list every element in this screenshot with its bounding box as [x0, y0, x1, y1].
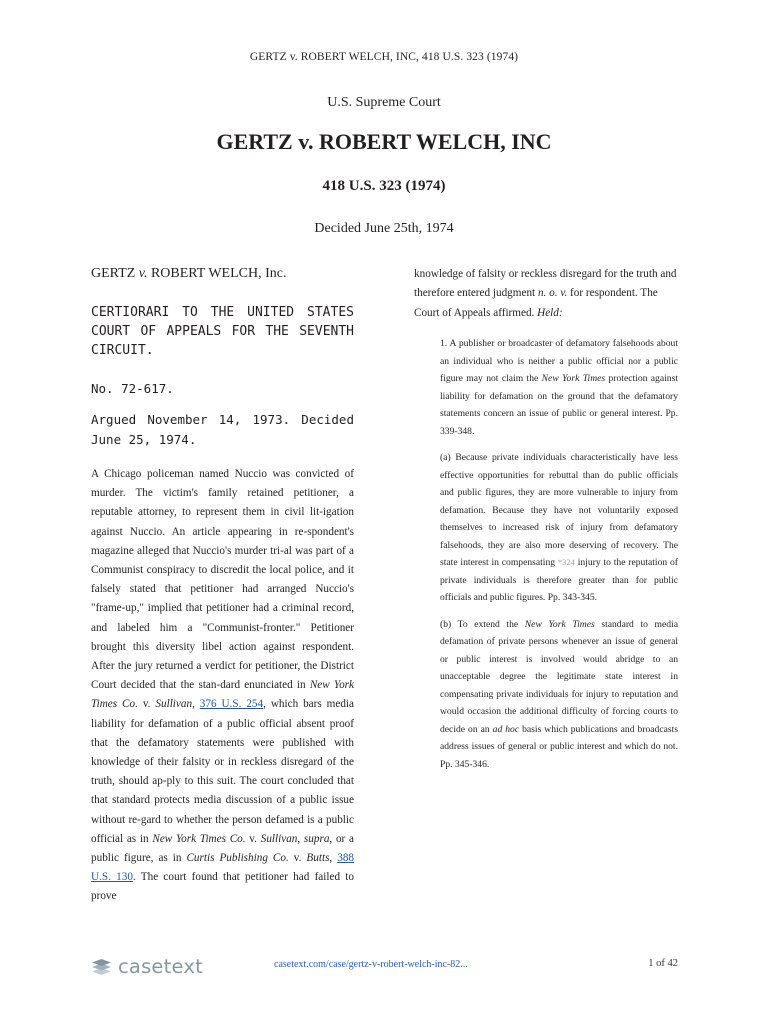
- italic-text: New York Times Co.: [91, 679, 354, 711]
- right-column: [414, 265, 678, 782]
- held-paragraph: (a) Because private individuals characteristically have less effective opportunities for rebuttal than do public officials and public figures, they are more vulnerable to injury from defamation. Because they have not voluntarily exposed themselves to increased risk of injury from defamatory falsehoods, they are also more deserving of recovery. The state interest in compensating *324 injury to the reputation of private individuals is therefore greater than for public officials and public figures. Pp. 343-345.: [440, 452, 678, 604]
- held-paragraph: 1. A publisher or broadcaster of defamatory falsehoods about an individual who is neither a public official nor a public figure may not claim the New York Times protection against liability for defamation on the ground that the defamatory statements concern an issue of public or general interest. Pp. 339-348.: [440, 338, 678, 437]
- casetext-logo[interactable]: [91, 954, 203, 978]
- citation-link-388-us-130[interactable]: 388 U.S. 130: [91, 852, 354, 884]
- italic-text: Butts: [306, 852, 330, 865]
- italic-text: Sullivan: [155, 698, 193, 711]
- certiorari-heading: CERTIORARI TO THE UNITED STATES COURT OF APPEALS FOR THE SEVENTH CIRCUIT.: [91, 305, 354, 358]
- stacked-layers-icon: [91, 957, 112, 976]
- syllabus-text: A Chicago policeman named Nuccio was convicted of murder. The victim's family retained petitioner, a reputable attorney, to represent them in civil lit-igation against Nuccio. An article appearing in re-spondent's magazine alleged that Nuccio's murder tri-al was part of a Communist conspiracy to discredit the local police, and it falsely stated that petitioner had arranged Nuccio's "frame-up," implied that petitioner had a criminal record, and labeled him a "Communist-fronter." Petitioner brought this diversity libel action against respondent. After the jury returned a verdict for petitioner, the District Court decided that the stan-dard enunciated in New York Times Co. v. Sullivan, 376 U.S. 254, which bars media liability for defamation of a public official absent proof that the defamatory statements were published with knowledge of their falsity or in reckless disregard of the truth, should ap-ply to this suit. The court concluded that that standard protects media discussion of a public issue without re-gard to whether the person defamed is a public official as in New York Times Co. v. Sullivan, supra, or a public figure, as in Curtis Publishing Co. v. Butts, 388 U.S. 130. The court found that petitioner had failed to prove: [91, 468, 354, 903]
- argued-decided-line: Argued November 14, 1973. Decided June 25, 1974.: [91, 412, 354, 447]
- left-column: [91, 264, 354, 907]
- docket-number: No. 72-617.: [91, 381, 174, 396]
- italic-text: Curtis Publishing Co.: [186, 852, 289, 865]
- italic-text: New York Times Co.: [152, 832, 246, 845]
- held-paragraph: (b) To extend the New York Times standard to media defamation of private persons whenever an issue of general or public interest is involved would abridge to an unacceptable degree the legitimate state interest in compensating private individuals for injury to reputation and would occasion the additional difficulty of forcing courts to decide on an ad hoc basis which publications and broadcasts address issues of general or public interest and which do not. Pp. 345-346.: [440, 618, 678, 770]
- held-section: [440, 335, 678, 773]
- source-url-link[interactable]: casetext.com/case/gertz-v-robert-welch-inc-82...: [274, 959, 468, 970]
- running-head: GERTZ v. ROBERT WELCH, INC, 418 U.S. 323 (1974): [249, 51, 519, 63]
- italic-text: v.: [138, 266, 148, 281]
- italic-text: n. o. v.: [537, 287, 568, 300]
- logo-wordmark: casetext: [118, 954, 203, 978]
- italic-text: New York Times: [524, 618, 595, 630]
- decided-date: Decided June 25th, 1974: [314, 221, 454, 236]
- italic-text: Sullivan, supra: [260, 832, 330, 845]
- court-name: U.S. Supreme Court: [327, 95, 441, 110]
- case-subtitle: GERTZ v. ROBERT WELCH, Inc.: [91, 266, 287, 281]
- page-number: 1 of 42: [648, 958, 678, 969]
- syllabus-continuation: knowledge of falsity or reckless disregard for the truth and therefore entered judgment n. o. v. for respondent. The Court of Appeals affirmed. Held:: [414, 268, 677, 319]
- italic-text: Held:: [537, 306, 563, 319]
- italic-text: ad hoc: [492, 723, 520, 735]
- case-title: GERTZ v. ROBERT WELCH, INC: [216, 129, 552, 154]
- citation-link-376-us-254[interactable]: 376 U.S. 254: [199, 698, 264, 711]
- star-page-marker: *324: [557, 557, 575, 568]
- case-citation: 418 U.S. 323 (1974): [322, 178, 446, 194]
- italic-text: New York Times: [541, 373, 606, 385]
